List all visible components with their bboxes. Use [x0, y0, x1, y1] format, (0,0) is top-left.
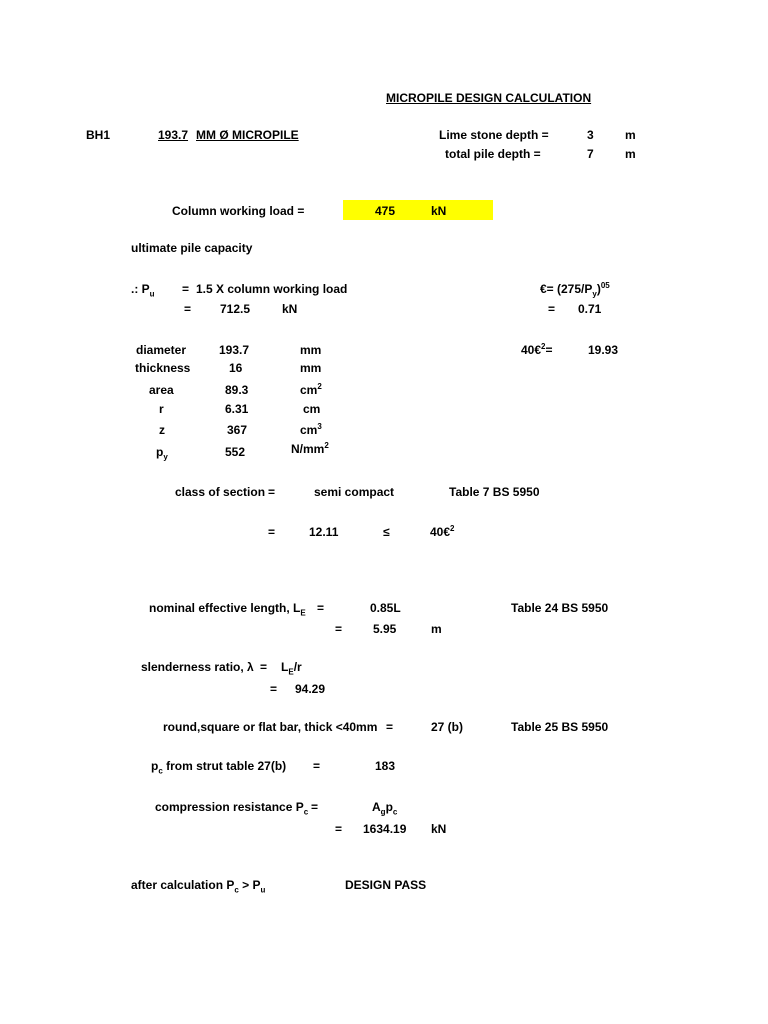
compression-label-sub: c [303, 807, 309, 817]
compression-expr-a: A [372, 800, 381, 814]
effective-length-equals-2: = [335, 622, 343, 636]
epsilon-lhs: €= (275/P [540, 282, 593, 296]
page-title: MICROPILE DESIGN CALCULATION [386, 91, 592, 105]
py-label [156, 445, 168, 462]
section-class-value: semi compact [314, 485, 395, 499]
slenderness-expr-l: L [281, 660, 289, 674]
diameter-value: 193.7 [219, 343, 250, 357]
section-ratio-equals: = [268, 525, 276, 539]
slenderness-equals: = [260, 660, 268, 674]
forty-eps-exp: 2 [541, 342, 546, 351]
ultimate-heading: ultimate pile capacity [131, 241, 253, 255]
working-load-highlight [343, 200, 493, 220]
epsilon-sub: y [592, 289, 597, 299]
section-class-equals: = [268, 485, 276, 499]
pu-sub: u [149, 289, 155, 299]
pc-equals: = [313, 759, 321, 773]
py-label-sub: y [163, 452, 168, 462]
epsilon-value: 0.71 [578, 302, 602, 316]
limestone-depth-unit: m [625, 128, 636, 142]
diameter-unit: mm [300, 343, 322, 357]
pu-equals: = [182, 282, 190, 296]
pu-symbol [131, 282, 155, 299]
thickness-unit: mm [300, 361, 322, 375]
z-unit-exp: 3 [317, 422, 322, 431]
thickness-value: 16 [229, 361, 243, 375]
pu-symbol-text: .: P [131, 282, 150, 296]
conclusion-sub-c: c [234, 885, 239, 895]
py-unit [291, 442, 329, 456]
compression-unit: kN [431, 822, 447, 836]
slenderness-expr-sub: E [288, 667, 294, 677]
borehole-id: BH1 [86, 128, 111, 142]
effective-length-value: 5.95 [373, 622, 397, 636]
section-class-ref: Table 7 BS 5950 [449, 485, 540, 499]
effective-length-ref: Table 24 BS 5950 [511, 601, 609, 615]
area-label: area [149, 383, 174, 397]
z-value: 367 [227, 423, 248, 437]
compression-label [155, 800, 309, 817]
compression-equals-2: = [335, 822, 343, 836]
pc-value: 183 [375, 759, 396, 773]
effective-length-expr: 0.85L [370, 601, 401, 615]
section-class-label: class of section [175, 485, 266, 499]
area-unit [300, 383, 322, 397]
diameter-label: diameter [136, 343, 187, 357]
effective-length-sub: E [300, 608, 306, 618]
effective-length-text: nominal effective length, L [149, 601, 301, 615]
slenderness-expr [281, 660, 302, 677]
r-label: r [159, 402, 164, 416]
total-depth-value: 7 [587, 147, 594, 161]
strut-curve-label: round,square or flat bar, thick <40mm [163, 720, 378, 734]
working-load-value: 475 [375, 204, 396, 218]
compression-expr-a-sub: g [380, 807, 386, 817]
section-ratio-le: ≤ [383, 525, 390, 539]
section-limit-exp: 2 [450, 524, 455, 533]
section-limit-text: 40€ [430, 525, 451, 539]
strut-curve-equals: = [386, 720, 394, 734]
r-value: 6.31 [225, 402, 249, 416]
conclusion-label [131, 878, 266, 895]
pu-value: 712.5 [220, 302, 251, 316]
effective-length-unit: m [431, 622, 442, 636]
pile-diameter: 193.7 [158, 128, 189, 142]
limestone-depth-label: Lime stone depth = [439, 128, 549, 142]
compression-label-text: compression resistance P [155, 800, 304, 814]
epsilon-close: ) [596, 282, 601, 296]
forty-eps-label [521, 343, 553, 357]
working-load-label: Column working load = [172, 204, 305, 218]
pc-label [151, 759, 287, 776]
compression-expr-p: p [385, 800, 393, 814]
py-unit-exp: 2 [324, 441, 329, 450]
total-depth-unit: m [625, 147, 636, 161]
strut-curve-ref: Table 25 BS 5950 [511, 720, 609, 734]
design-result: DESIGN PASS [345, 878, 427, 892]
area-value: 89.3 [225, 383, 249, 397]
py-label-text: p [156, 445, 164, 459]
compression-expr [372, 800, 398, 817]
epsilon-formula [540, 281, 610, 299]
limestone-depth-value: 3 [587, 128, 594, 142]
conclusion-sub-u: u [260, 885, 266, 895]
r-unit: cm [303, 402, 321, 416]
strut-curve-value: 27 (b) [431, 720, 464, 734]
epsilon-exp: 05 [600, 281, 610, 290]
compression-equals: = [311, 800, 319, 814]
conclusion-text: after calculation P [131, 878, 235, 892]
z-unit [300, 423, 322, 437]
pc-label-p: p [151, 759, 159, 773]
effective-length-equals: = [317, 601, 325, 615]
epsilon-equals: = [548, 302, 556, 316]
slenderness-equals-2: = [270, 682, 278, 696]
pu-unit: kN [282, 302, 298, 316]
section-ratio-value: 12.11 [309, 525, 339, 539]
slenderness-expr-tail: /r [293, 660, 302, 674]
area-unit-exp: 2 [317, 382, 322, 391]
py-value: 552 [225, 445, 246, 459]
pu-equals-2: = [184, 302, 192, 316]
pu-expression: 1.5 X column working load [196, 282, 348, 296]
area-unit-text: cm [300, 383, 318, 397]
py-unit-text: N/mm [291, 442, 325, 456]
thickness-label: thickness [135, 361, 191, 375]
section-ratio-limit [430, 525, 454, 539]
forty-eps-text: 40€ [521, 343, 542, 357]
total-depth-label: total pile depth = [445, 147, 541, 161]
forty-eps-eq: = [545, 343, 553, 357]
conclusion-gt: > P [238, 878, 261, 892]
compression-value: 1634.19 [363, 822, 407, 836]
z-unit-text: cm [300, 423, 318, 437]
z-label: z [159, 423, 165, 437]
pc-label-tail: from strut table 27(b) [162, 759, 287, 773]
effective-length-label [149, 601, 306, 618]
slenderness-value: 94.29 [295, 682, 326, 696]
compression-expr-p-sub: c [392, 807, 398, 817]
pile-description: MM Ø MICROPILE [196, 128, 299, 142]
working-load-unit: kN [431, 204, 447, 218]
pc-label-sub: c [158, 766, 163, 776]
slenderness-label: slenderness ratio, λ [141, 660, 254, 674]
forty-eps-value: 19.93 [588, 343, 619, 357]
